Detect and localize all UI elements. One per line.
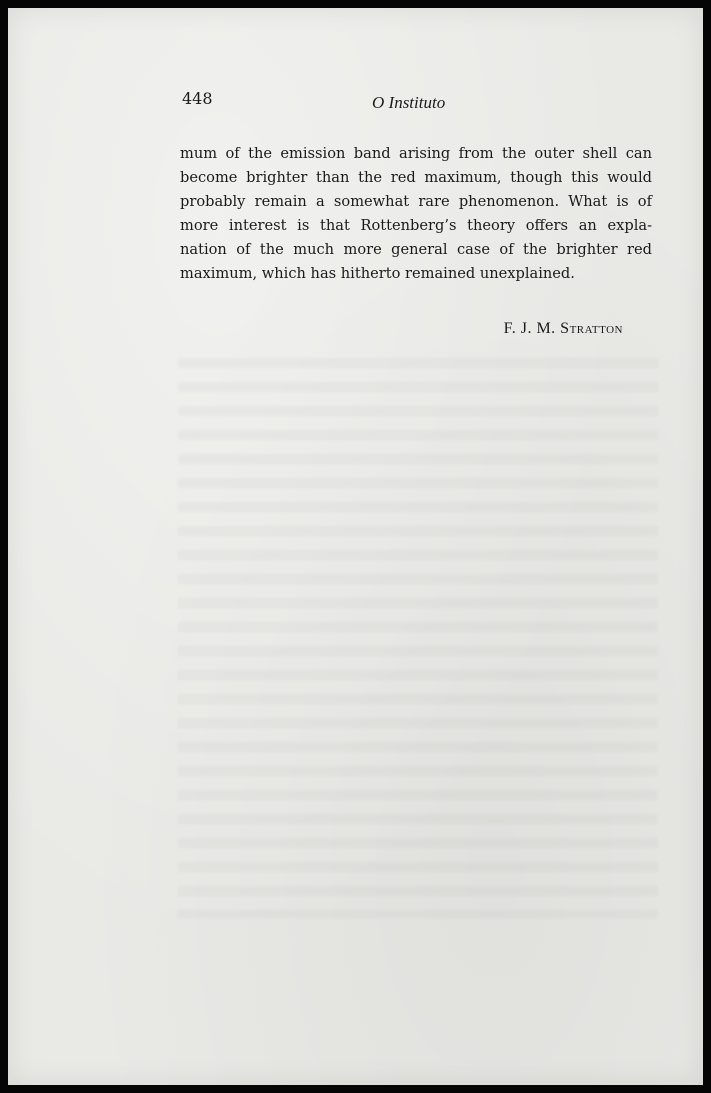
body-line: maximum, which has hitherto remained unexplained. [180,265,575,283]
page-header [182,89,652,113]
body-line: more interest is that Rottenberg’s theory offers an expla- [180,217,652,235]
page-number: 448 [182,89,213,108]
body-line: nation of the much more general case of the brighter red [180,241,652,259]
body-line: probably remain a somewhat rare phenomenon. What is of [180,193,652,211]
body-line: become brighter than the red maximum, though this would [180,169,652,187]
body-line: mum of the emission band arising from the outer shell can [180,145,652,162]
running-title: O Instituto [372,93,446,112]
reverse-side-show-through [178,358,658,918]
author-signature: F. J. M. Stratton [503,320,623,337]
body-paragraph [180,142,652,287]
